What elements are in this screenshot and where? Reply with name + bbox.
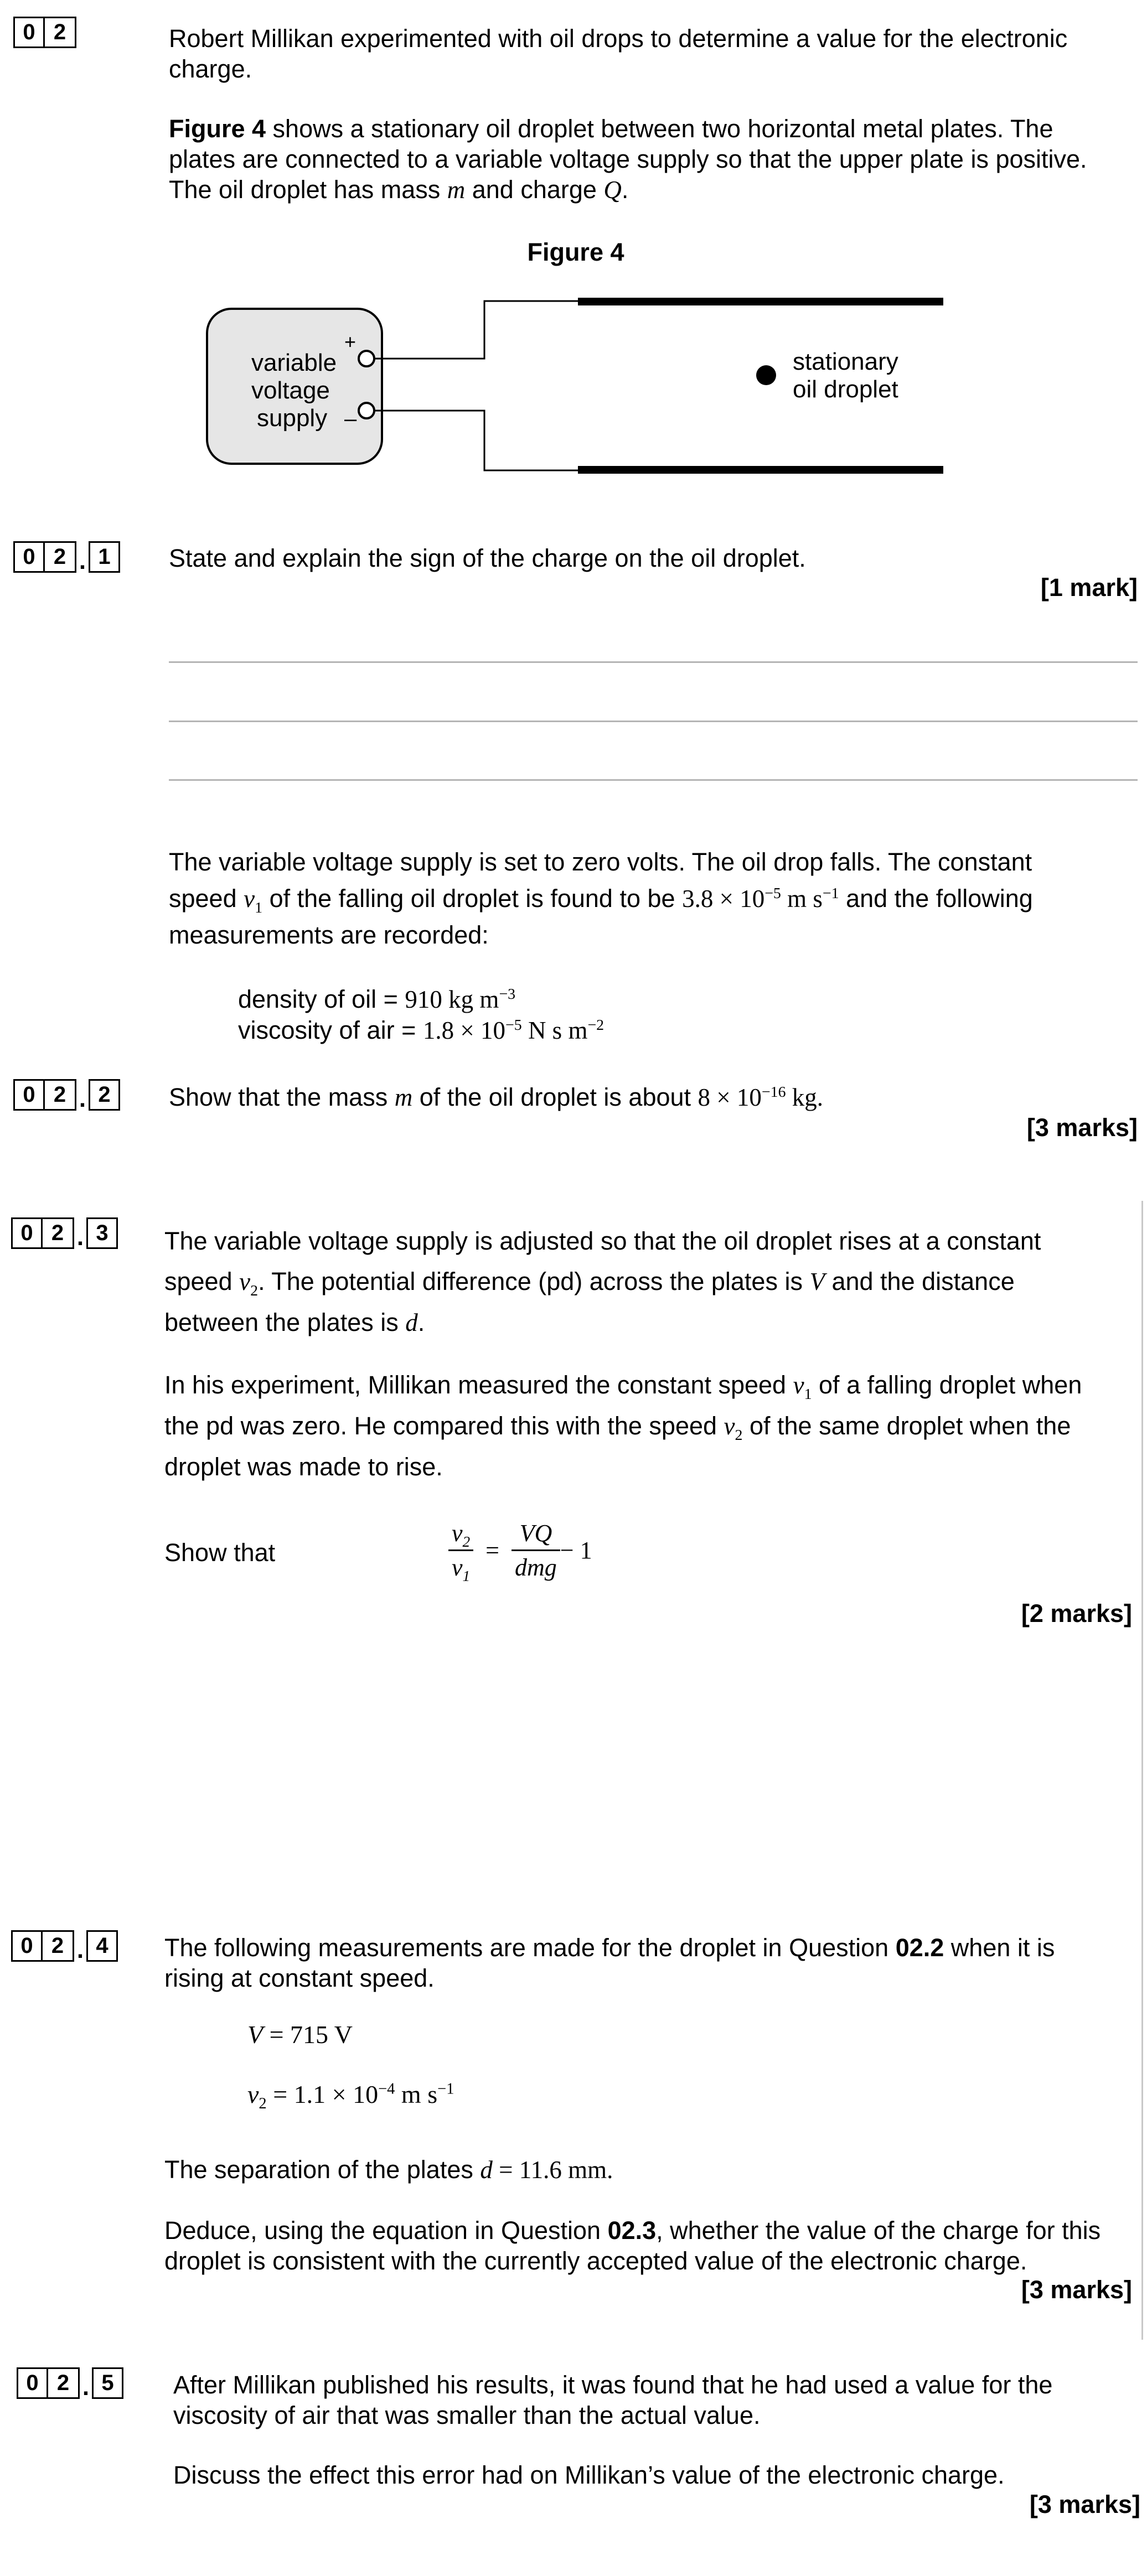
answer-line[interactable]: [169, 779, 1138, 781]
info-text: and the following: [839, 884, 1033, 913]
page-margin-line: [1141, 1201, 1143, 2340]
question-ref: 02.2: [895, 1934, 944, 1962]
question-line: [164, 1365, 1128, 1406]
marks-label: [3 marks]: [1021, 2276, 1132, 2304]
var-V: V: [247, 2020, 264, 2049]
info-paragraph: [169, 844, 1132, 953]
digit-box: 1: [89, 541, 120, 573]
question-line: [164, 2215, 1133, 2246]
deduce-text: [164, 2215, 1133, 2276]
droplet-label-line: oil droplet: [793, 376, 898, 403]
viscosity-unit: N s m: [521, 1017, 588, 1044]
digit-box: 2: [43, 1217, 74, 1249]
viscosity-unit-exponent: −2: [587, 1017, 604, 1034]
subscript: 1: [255, 899, 263, 916]
answer-line[interactable]: [169, 721, 1138, 722]
lhs-numerator: [448, 1519, 473, 1549]
mass-unit: kg.: [786, 1084, 824, 1111]
lhs-denominator: [448, 1549, 473, 1582]
digit-box: 0: [17, 2367, 48, 2399]
text-part: The following measurements are made for the droplet in Question: [164, 1934, 896, 1962]
upper-wire: [374, 301, 580, 359]
var-v: v: [247, 2080, 259, 2108]
question-number-02-3: [11, 1217, 118, 1249]
question-number-02: [13, 17, 76, 48]
question-text-part: of the oil droplet is about: [412, 1083, 698, 1111]
speed-unit-exponent: −1: [822, 885, 839, 902]
text-part: speed: [164, 1267, 240, 1295]
question-line: viscosity of air that was smaller than the actual value.: [173, 2401, 761, 2429]
digit-separator: .: [79, 1085, 86, 1112]
speed-unit-exponent: −1: [437, 2080, 454, 2098]
var-v: v: [244, 885, 255, 913]
figure-4-diagram: [199, 288, 963, 481]
marks-label: [3 marks]: [1029, 2490, 1140, 2518]
digit-box: 3: [86, 1217, 118, 1249]
text-part: . The potential difference (pd) across the plates is: [258, 1267, 810, 1295]
figure-desc-text: shows a stationary oil droplet between two horizontal metal plates. The plates are connected to a variable voltage supply so that the upper plate is positive. The oil droplet has mass: [169, 115, 1087, 204]
question-ref: 02.3: [607, 2216, 657, 2245]
speed-exponent: −5: [764, 885, 781, 902]
viscosity-line: [238, 1015, 1013, 1046]
digit-box: 2: [45, 541, 76, 573]
lower-plate: [578, 466, 943, 474]
question-line: [164, 1261, 1128, 1302]
question-number-02-5: [17, 2367, 123, 2399]
mass-value: 8 × 10: [698, 1084, 762, 1111]
digit-box: 4: [86, 1930, 118, 1962]
text-part: of a falling droplet when: [812, 1371, 1082, 1399]
question-text: [169, 1082, 1132, 1113]
mass-exponent: −16: [761, 1084, 786, 1101]
oil-droplet: [756, 365, 776, 385]
rhs-tail: − 1: [560, 1537, 592, 1564]
speed-exponent: −4: [378, 2080, 395, 2098]
density-exponent: −3: [499, 986, 516, 1003]
question-line: [164, 1302, 1128, 1343]
var-m: m: [394, 1084, 413, 1111]
density-value: 910 kg m: [405, 986, 499, 1013]
lower-wire: [374, 411, 580, 470]
lhs-fraction: [448, 1519, 473, 1582]
density-line: [238, 984, 1013, 1015]
info-line: [169, 880, 1132, 917]
question-line: [164, 1406, 1128, 1447]
info-line: The variable voltage supply is set to zero volts. The oil drop falls. The constant: [169, 848, 1032, 876]
voltage-measurement: [247, 2020, 353, 2049]
text-part: The separation of the plates: [164, 2155, 480, 2184]
marks-label: [2 marks]: [1021, 1599, 1132, 1628]
supply-label-line: supply: [257, 405, 328, 432]
text-part: and the distance: [824, 1267, 1015, 1295]
digit-box: 2: [45, 17, 76, 48]
var-v: v: [452, 1554, 463, 1581]
equals-sign: =: [485, 1537, 499, 1564]
subscript: 1: [804, 1386, 812, 1403]
digit-box: 2: [43, 1930, 74, 1962]
text-part: the pd was zero. He compared this with the speed: [164, 1412, 724, 1440]
question-line: The variable voltage supply is adjusted so that the oil droplet rises at a constant: [164, 1227, 1041, 1255]
question-text: [164, 1932, 1128, 1993]
digit-box: 2: [48, 2367, 80, 2399]
question-number-02-1: [13, 541, 120, 573]
subscript: 2: [462, 1533, 471, 1550]
subscript: 1: [462, 1567, 471, 1584]
question-text: Discuss the effect this error had on Millikan’s value of the electronic charge.: [173, 2461, 1005, 2489]
digit-box: 0: [11, 1930, 43, 1962]
question-text: [164, 1221, 1128, 1343]
var-d: d: [405, 1309, 418, 1336]
minus-sign: –: [344, 407, 357, 431]
text-part: between the plates is: [164, 1308, 406, 1336]
digit-separator: .: [76, 1936, 84, 1963]
intro-text: Robert Millikan experimented with oil drops to determine a value for the electronic charge.: [169, 24, 1068, 83]
upper-plate: [578, 298, 943, 305]
var-v: v: [452, 1520, 463, 1547]
figure-description: [169, 113, 1121, 205]
question-text-part: Show that the mass: [169, 1083, 395, 1111]
supply-label-line: variable: [251, 349, 337, 376]
speed-measurement: [247, 2080, 454, 2113]
rhs-numerator: VQ: [519, 1520, 552, 1547]
droplet-label-line: stationary: [793, 348, 898, 375]
text-part: when it is: [944, 1934, 1055, 1962]
question-text: [164, 1365, 1128, 1487]
var-m: m: [447, 176, 466, 204]
separation-value: = 11.6 mm.: [492, 2156, 613, 2184]
info-line: measurements are recorded:: [169, 921, 489, 949]
marks-label: [3 marks]: [1026, 1113, 1138, 1142]
speed-unit: m s: [395, 2080, 438, 2108]
marks-label: [1 mark]: [1040, 573, 1138, 602]
digit-box: 0: [13, 1079, 45, 1111]
digit-box: 0: [13, 17, 45, 48]
digit-separator: .: [79, 547, 86, 574]
figure-title: Figure 4: [527, 238, 624, 266]
subscript: 2: [259, 2095, 267, 2113]
text-part: In his experiment, Millikan measured the constant speed: [164, 1371, 793, 1399]
rhs-denominator: dmg: [512, 1549, 560, 1582]
text-part: Deduce, using the equation in Question: [164, 2216, 608, 2245]
digit-box: 2: [89, 1079, 120, 1111]
speed-mantissa: 3.8 × 10: [682, 885, 765, 913]
question-line: rising at constant speed.: [164, 1964, 435, 1992]
var-q: Q: [603, 176, 622, 204]
measurements: [238, 984, 1013, 1046]
rhs-fraction: [512, 1519, 560, 1582]
var-d: d: [480, 2156, 493, 2184]
subscript: 2: [250, 1282, 259, 1299]
info-text: speed: [169, 884, 244, 913]
text-part: , whether the value of the charge for this: [656, 2216, 1101, 2245]
viscosity-exponent: −5: [505, 1017, 522, 1034]
var-V: V: [809, 1268, 825, 1295]
supply-label-line: voltage: [251, 377, 330, 404]
digit-separator: .: [76, 1223, 84, 1251]
voltage-value: = 715 V: [263, 2020, 353, 2049]
figure-desc-text: and charge: [465, 175, 604, 204]
viscosity-label: viscosity of air =: [238, 1016, 423, 1044]
speed-value: = 1.1 × 10: [266, 2080, 379, 2108]
var-v: v: [239, 1268, 251, 1295]
separation-text: [164, 2154, 1128, 2185]
subscript: 2: [735, 1427, 743, 1444]
digit-box: 2: [45, 1079, 76, 1111]
density-label: density of oil =: [238, 985, 405, 1013]
show-that-label: Show that: [164, 1538, 276, 1567]
positive-terminal: [359, 351, 374, 366]
viscosity-value: 1.8 × 10: [422, 1017, 505, 1044]
speed-unit: m s: [781, 885, 823, 913]
text-part: .: [417, 1308, 425, 1336]
question-line: droplet was made to rise.: [164, 1453, 443, 1481]
plus-sign: +: [344, 330, 356, 353]
digit-box: 5: [92, 2367, 123, 2399]
equation: [448, 1519, 592, 1582]
question-text: State and explain the sign of the charge on the oil droplet.: [169, 544, 806, 572]
question-number-02-4: [11, 1930, 118, 1962]
question-text: [173, 2370, 1136, 2430]
var-v: v: [724, 1412, 735, 1440]
info-text: of the falling oil droplet is found to be: [262, 884, 683, 913]
figure-desc-text: .: [621, 175, 629, 204]
digit-box: 0: [13, 541, 45, 573]
text-part: of the same droplet when the: [742, 1412, 1071, 1440]
answer-line[interactable]: [169, 661, 1138, 663]
question-line: droplet is consistent with the currently accepted value of the electronic charge.: [164, 2247, 1027, 2275]
figure-ref: Figure 4: [169, 115, 266, 143]
question-line: After Millikan published his results, it was found that he had used a value for the: [173, 2371, 1053, 2399]
negative-terminal: [359, 403, 374, 418]
digit-box: 0: [11, 1217, 43, 1249]
speed-value: [682, 885, 839, 913]
digit-separator: .: [82, 2373, 90, 2401]
var-v: v: [793, 1371, 804, 1399]
question-intro: [169, 23, 1121, 84]
question-line: [164, 1932, 1128, 1963]
question-number-02-2: [13, 1079, 120, 1111]
